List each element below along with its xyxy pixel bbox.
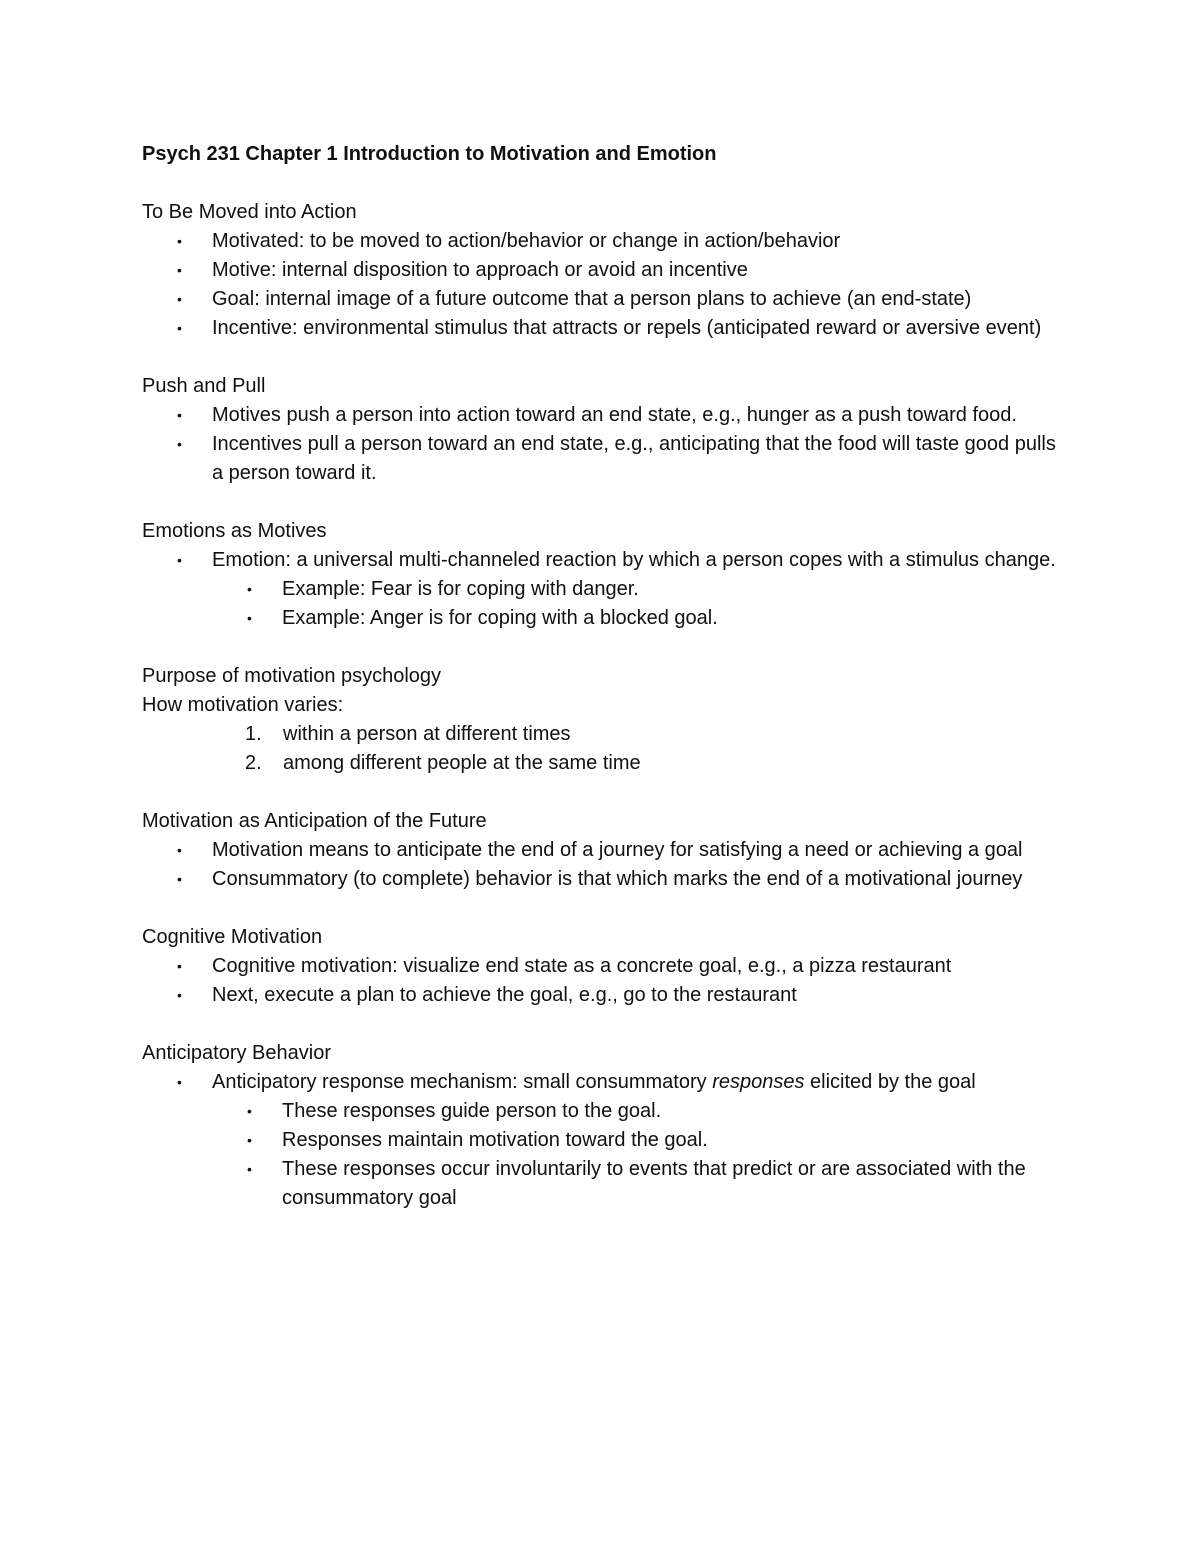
list-item: • Motives push a person into action toward an end state, e.g., hunger as a push toward food. — [212, 401, 1062, 430]
list-item: • Incentive: environmental stimulus that attracts or repels (anticipated reward or aversive event) — [212, 314, 1062, 343]
section-moved-into-action — [142, 198, 1062, 343]
section-purpose — [142, 662, 1062, 778]
list-item: • Next, execute a plan to achieve the goal, e.g., go to the restaurant — [212, 981, 1062, 1010]
section-cognitive-motivation — [142, 923, 1062, 1010]
section-heading: Cognitive Motivation — [142, 926, 323, 948]
sub-list-item: • These responses occur involuntarily to events that predict or are associated with the consummatory goal — [282, 1155, 1062, 1213]
sub-bullet-list — [212, 1097, 1062, 1213]
list-item: • Incentives pull a person toward an end state, e.g., anticipating that the food will taste good pulls a person toward it. — [212, 430, 1062, 488]
list-item: • Consummatory (to complete) behavior is that which marks the end of a motivational journey — [212, 865, 1062, 894]
section-heading: To Be Moved into Action — [142, 201, 357, 223]
list-item-text: Emotion: a universal multi-channeled reaction by which a person copes with a stimulus change. — [212, 549, 1056, 571]
list-item — [212, 1068, 1062, 1213]
numbered-list — [142, 720, 1062, 778]
list-item-text: Anticipatory response mechanism: small consummatory — [212, 1071, 713, 1093]
bullet-list — [142, 952, 1062, 1010]
list-item: • Cognitive motivation: visualize end state as a concrete goal, e.g., a pizza restaurant — [212, 952, 1062, 981]
item-text: within a person at different times — [283, 723, 571, 745]
list-item: • Motive: internal disposition to approach or avoid an incentive — [212, 256, 1062, 285]
section-anticipatory-behavior — [142, 1039, 1062, 1213]
section-heading: Purpose of motivation psychology — [142, 665, 442, 687]
bullet-list — [142, 227, 1062, 343]
list-item: • Motivated: to be moved to action/behavior or change in action/behavior — [212, 227, 1062, 256]
item-number: 1. — [245, 723, 262, 745]
bullet-list — [142, 546, 1062, 633]
bullet-list — [142, 836, 1062, 894]
section-emotions-as-motives — [142, 517, 1062, 633]
document-title: Psych 231 Chapter 1 Introduction to Motivation and Emotion — [142, 143, 717, 165]
section-heading: Motivation as Anticipation of the Future — [142, 810, 487, 832]
numbered-item — [245, 749, 1062, 778]
sub-list-item: • Example: Anger is for coping with a blocked goal. — [282, 604, 1062, 633]
document-page — [142, 140, 1062, 1242]
section-subheading: How motivation varies: — [142, 694, 344, 716]
numbered-item — [245, 720, 1062, 749]
list-item: • Goal: internal image of a future outcome that a person plans to achieve (an end-state) — [212, 285, 1062, 314]
bullet-list — [142, 401, 1062, 488]
sub-list-item: • Responses maintain motivation toward the goal. — [282, 1126, 1062, 1155]
section-heading: Emotions as Motives — [142, 520, 327, 542]
list-item: • Motivation means to anticipate the end of a journey for satisfying a need or achieving a goal — [212, 836, 1062, 865]
section-heading: Push and Pull — [142, 375, 266, 397]
sub-list-item: • These responses guide person to the goal. — [282, 1097, 1062, 1126]
emphasized-text: responses — [712, 1071, 805, 1093]
bullet-list — [142, 1068, 1062, 1213]
section-push-and-pull — [142, 372, 1062, 488]
section-heading: Anticipatory Behavior — [142, 1042, 331, 1064]
section-anticipation-of-future — [142, 807, 1062, 894]
sub-bullet-list — [212, 575, 1062, 633]
list-item-text: elicited by the goal — [804, 1071, 976, 1093]
list-item — [212, 546, 1062, 633]
item-number: 2. — [245, 752, 262, 774]
item-text: among different people at the same time — [283, 752, 641, 774]
sub-list-item: • Example: Fear is for coping with danger. — [282, 575, 1062, 604]
